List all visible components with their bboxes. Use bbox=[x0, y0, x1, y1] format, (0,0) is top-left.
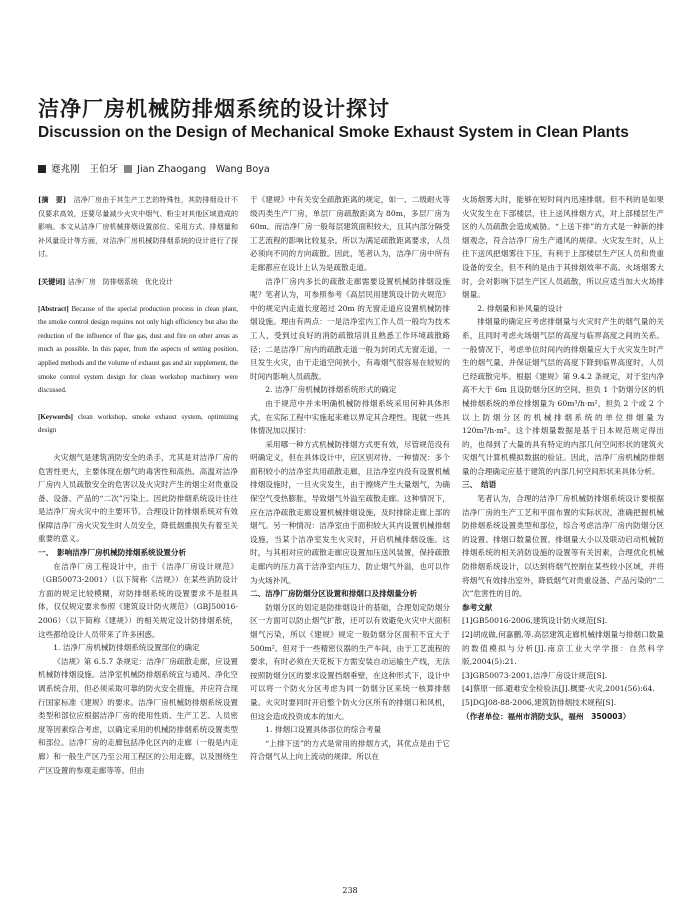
column-2 bbox=[250, 193, 450, 879]
abstract-zh-text: 洁净厂房由于其生产工艺的特殊性，其防排烟设计不仅要求高效，还要尽量减少火灾中烟气、粉尘对其他区域造成的影响。本文从洁净厂房机械排烟设置部位、采用方式、排烟量和补风量设计等方面，对洁净厂房机械防排烟系统的设计进行了探讨。 bbox=[38, 196, 238, 259]
abstract-zh-label: [摘 要] bbox=[38, 195, 67, 204]
reference-item: [5]DGJ08-88-2006,建筑防排烟技术规程[S]. bbox=[462, 697, 617, 707]
column-1 bbox=[38, 193, 238, 879]
col3-paragraph-3: 笔者认为，合理的洁净厂房机械防排烟系统设计要根据洁净厂房的生产工艺和平面布置的实际状况，准确把握机械防排烟系统设置类型和部位，综合考虑洁净厂房内防烟分区的设置、排烟口数量位置、排烟量大小以及联动启动机械防排烟系统的相关消防设施的设置等有关因素，合理优化机械防排烟系统设计，以达到将烟气控制在某些较小区域，并将将烟气有效排出室外，降低烟气对贵重设备、产品污染的“二次”危害性的目的。 bbox=[462, 494, 664, 599]
keywords-en-label: [Keywords] bbox=[38, 412, 73, 421]
references-heading: 参考文献 bbox=[462, 602, 493, 612]
keywords-zh-label: [关键词] bbox=[38, 276, 66, 286]
col3-paragraph-1: 火场烟雾大时，能够在短时间内迅速排烟。但不利的是如果火灾发生在下部楼层，往上送风排烟方式，对上部楼层生产区的人员疏散会造成威胁。“上送下排”的方式是一种新的排烟观念，符合洁净厂房生产通风的规律。火灾发生时，从上往下送风把烟雾往下压，有利于上部楼层生产区人员和贵重设备的安全，但不利的是由于其排烟效率不高。火场烟雾大时，会对影响下层生产区人员疏散，所以应适当加大火场排烟量。 bbox=[462, 195, 664, 300]
col2-paragraph-5: 防烟分区的划定是防排烟设计的基础，合理划定防烟分区一方面可以防止烟气扩散，还可以有效避免火灾中大面积烟气污染，所以《建规》规定一般防烟分区面积不宜大于 500m²。但对于一些精密仪器的生产车间，由于工艺流程的要求，有时必须在天花板下方需安装自动运输生产线，无法按照防烟分区的要求设置挡烟垂壁，在这种形式下，设计中可以将一个防火分区考虑为同一防烟分区来统一核算排烟量。火灾时要同时开启整个防火分区所有的排烟口和风机，但这会造成投资成本的加大。 bbox=[250, 602, 450, 721]
col2-paragraph-4: 采用哪一种方式机械防排烟方式更有效，尽管规范没有明确定义，但在具体设计中，应区别对待。一种情况：多个面积较小的洁净室共用疏散走廊，且洁净室内没有设置机械排烟设施时，一旦火灾发生，由于擦烧产生大量烟气，为确保空气受热膨胀，导致烟气外溢至疏散走廊。这种情况下，应在洁净疏散走廊设置机械排烟设施，及时排除走廊上部的烟气。另一种情况：洁净室由于面积较大其内设置机械排烟设施，当某个洁净室发生火灾时，开启机械排烟设施。这时，与其相对应的疏散走廊应设置加压送风装置，保持疏散走廊内的压力高于洁净室内压力，防止烟气外溢，也可以作为火场补风。 bbox=[250, 439, 450, 585]
abstract-zh bbox=[38, 193, 238, 262]
col2-paragraph-2: 洁净厂房内多长的疏散走廊需要设置机械防排烟设施呢？笔者认为，可参照参考《高层民用建筑设计防火规范》中的规定内走道长度超过 20m 的无窗走道应设置机械防排烟设施。理由有两点：一是洁净室内工作人员一般均为技术工人，受到过良好的消防疏散培训且熟悉工作环境疏散路径；二是洁净厂房内的疏散走道一般为封闭式无窗走道，一旦发生火灾，由于走道空间狭小，有毒烟气很容易在较短的时间内影响人员疏散。 bbox=[250, 276, 450, 381]
title-zh: 洁净厂房机械防排烟系统的设计探讨 bbox=[38, 97, 390, 121]
authors-en: Jian Zhaogang Wang Boya bbox=[137, 164, 270, 175]
section-1-subheading-1: 1. 洁净厂房机械防排烟系统设置部位的确定 bbox=[53, 643, 200, 653]
intro-paragraph: 火灾烟气是建筑消防安全的杀手，尤其是对洁净厂房的危害性更大，主要体现在烟气的毒害性和高热、高温对洁净厂房内人员疏散安全的危害以及火灾时产生的烟尘对贵重设备、设备、产品的“二次”污染上。因此防排烟系统设计往往是洁净厂房火灾中的主要环节。合理设计防排烟系统对有效保障洁净厂房火灾发生时人员安全，降低烟熏损失有着至关重要的意义。 bbox=[38, 452, 238, 544]
authors-line bbox=[38, 161, 270, 175]
square-bullet-icon bbox=[38, 165, 46, 173]
abstract-en-label: [Abstract] bbox=[38, 304, 69, 313]
col2-paragraph-3: 由于规范中并未明确机械防排烟系统采用何种具体形式，在实际工程中实施起来难以界定其合理性。现就一些具体情况加以探讨： bbox=[250, 398, 450, 436]
keywords-zh-text: 洁净厂房 防排烟系统 优化设计 bbox=[67, 277, 173, 286]
title-en: Discussion on the Design of Mechanical Smoke Exhaust System in Clean Plants bbox=[38, 124, 629, 141]
keywords-en-text: clean workshop, smoke exhaust system, optimizing design bbox=[38, 412, 238, 435]
column-3 bbox=[462, 193, 664, 879]
col2-subheading-2: 2. 洁净厂房机械防排烟系统形式的确定 bbox=[265, 385, 397, 395]
page-number: 238 bbox=[342, 886, 358, 895]
abstract-en bbox=[38, 303, 238, 398]
col2-subheading-3: 1. 排烟口设置具体部位的综合考量 bbox=[265, 725, 382, 735]
author-affiliation: （作者单位：福州市消防支队，福州 350003） bbox=[462, 711, 631, 721]
keywords-zh bbox=[38, 275, 238, 290]
section-1-paragraph-1: 在洁净厂房工程设计中，由于《洁净厂房设计规范》（GB50073-2001）（以下简称《洁规》）在某些消防设计方面的规定比较模糊，对防排烟系统的设置要求不是很具体，仅仅规定要求参照《建筑设计防火规范》（GBJ50016-2006）（以下简称《建规》）的相关规定设计防排烟系统，这些都给设计人员带来了许多困惑。 bbox=[38, 561, 238, 639]
keywords-en bbox=[38, 411, 238, 438]
col3-paragraph-2: 排烟量的确定应考虑排烟量与火灾时产生的烟气量的关系，且同时考虑火场烟气层的高度与临界高度之间的关系。一般情况下，考虑单位时间内的排烟量应大于火灾发生时产生的烟气量，并保证烟气层的高度下降到临界高度时，人员已经疏散完毕。根据《建规》第 9.4.2 条规定，对于室内净高不大于 6m 且设防烟分区的空间，担负 1 个防烟分区的机械排烟系统的单位排烟量为 60m³/h·m²，担负 2 个或 2 个以上防烟分区的机械排烟系统的单位排烟量为 120m³/h·m²。这个排烟量数据是基于日本规范规定得出的，也得到了大量的具有特定的内部几何空间形状的建筑火灾烟气计算机模拟数据的验证。因此，洁净厂房机械防排烟量的合理确定应基于建筑的内部几何空间形状来具体分析。 bbox=[462, 317, 664, 476]
section-2-heading: 二、洁净厂房防烟分区设置和排烟口及排烟量分析 bbox=[250, 589, 418, 599]
reference-item: [2]胡成做,何嘉鹏,等.高层建筑走廊机械排烟量与排烟口数量的数值模拟与分析[J].南京工业大学学报：自然科学版,2004(5):21. bbox=[462, 630, 664, 667]
reference-item: [1]GB50016-2006,建筑设计防火规范[S]. bbox=[462, 616, 608, 626]
reference-item: [3]GB50073-2001,洁净厂房设计规范[S]. bbox=[462, 670, 608, 680]
col2-paragraph-6: “上排下送”的方式是常用的排烟方式，其优点是由于它符合烟气从上向上流动的规律。所以在 bbox=[250, 738, 450, 762]
authors-zh: 蹇兆刚 王伯牙 bbox=[51, 164, 119, 175]
reference-item: [4]蔡原一郎.避难安全检验法[J].概要·火灾,2001(56):64. bbox=[462, 684, 655, 694]
section-1-paragraph-2: 《洁规》第 6.5.7 条规定：洁净厂房疏散走廊，应设置机械防排烟设施。洁净室机械防排烟系统宜与通风、净化空调系统合用，但必须采取可靠的防火安全措施，并应符合现行国家标准《建规》的要求。洁净厂房机械防排烟系统设置类型和部位应根据洁净厂房的使用性质、生产工艺、人员密度等因素综合考虑，以确定采用的机械防排烟系统设置类型和部位。洁净厂房的走廊包括净化区内的走廊（一般是内走廊）和一般生产区乃至公用工程区的公用走廊，以及围绕生产区设置的参观走廊等等。但由 bbox=[38, 656, 238, 775]
abstract-en-text: Because of the special production process in clean plant, the smoke control design requires not only high efficiency but also the reduction of the influence of flue gas, dust and fire on other areas as much as possible. In this paper, from the aspects of setting position, applied methods and the volume of exhaust gas and air supplement, the smoke control system design for clean workshop machinery were discussed. bbox=[38, 304, 238, 395]
section-1-heading: 一、 影响洁净厂房机械防排烟系统设置分析 bbox=[38, 548, 187, 558]
square-bullet-gray-icon bbox=[124, 165, 132, 173]
section-3-heading: 三、 结语 bbox=[462, 480, 497, 490]
col2-paragraph-1: 于《建规》中有关安全疏散距离的规定，如一、二级耐火等级丙类生产厂房，单层厂房疏散距离为 80m，多层厂房为 60m。而洁净厂房一般每层建筑面积较大，且其内部分隔受工艺流程的影响比较复杂。所以为满足疏散距离要求，人员必须向不同的方向疏散。因此，笔者认为，洁净厂房中所有走廊都应在设计上认为是疏散走道。 bbox=[250, 195, 450, 272]
col3-subheading-2: 2. 排烟量和补风量的设计 bbox=[477, 303, 563, 313]
